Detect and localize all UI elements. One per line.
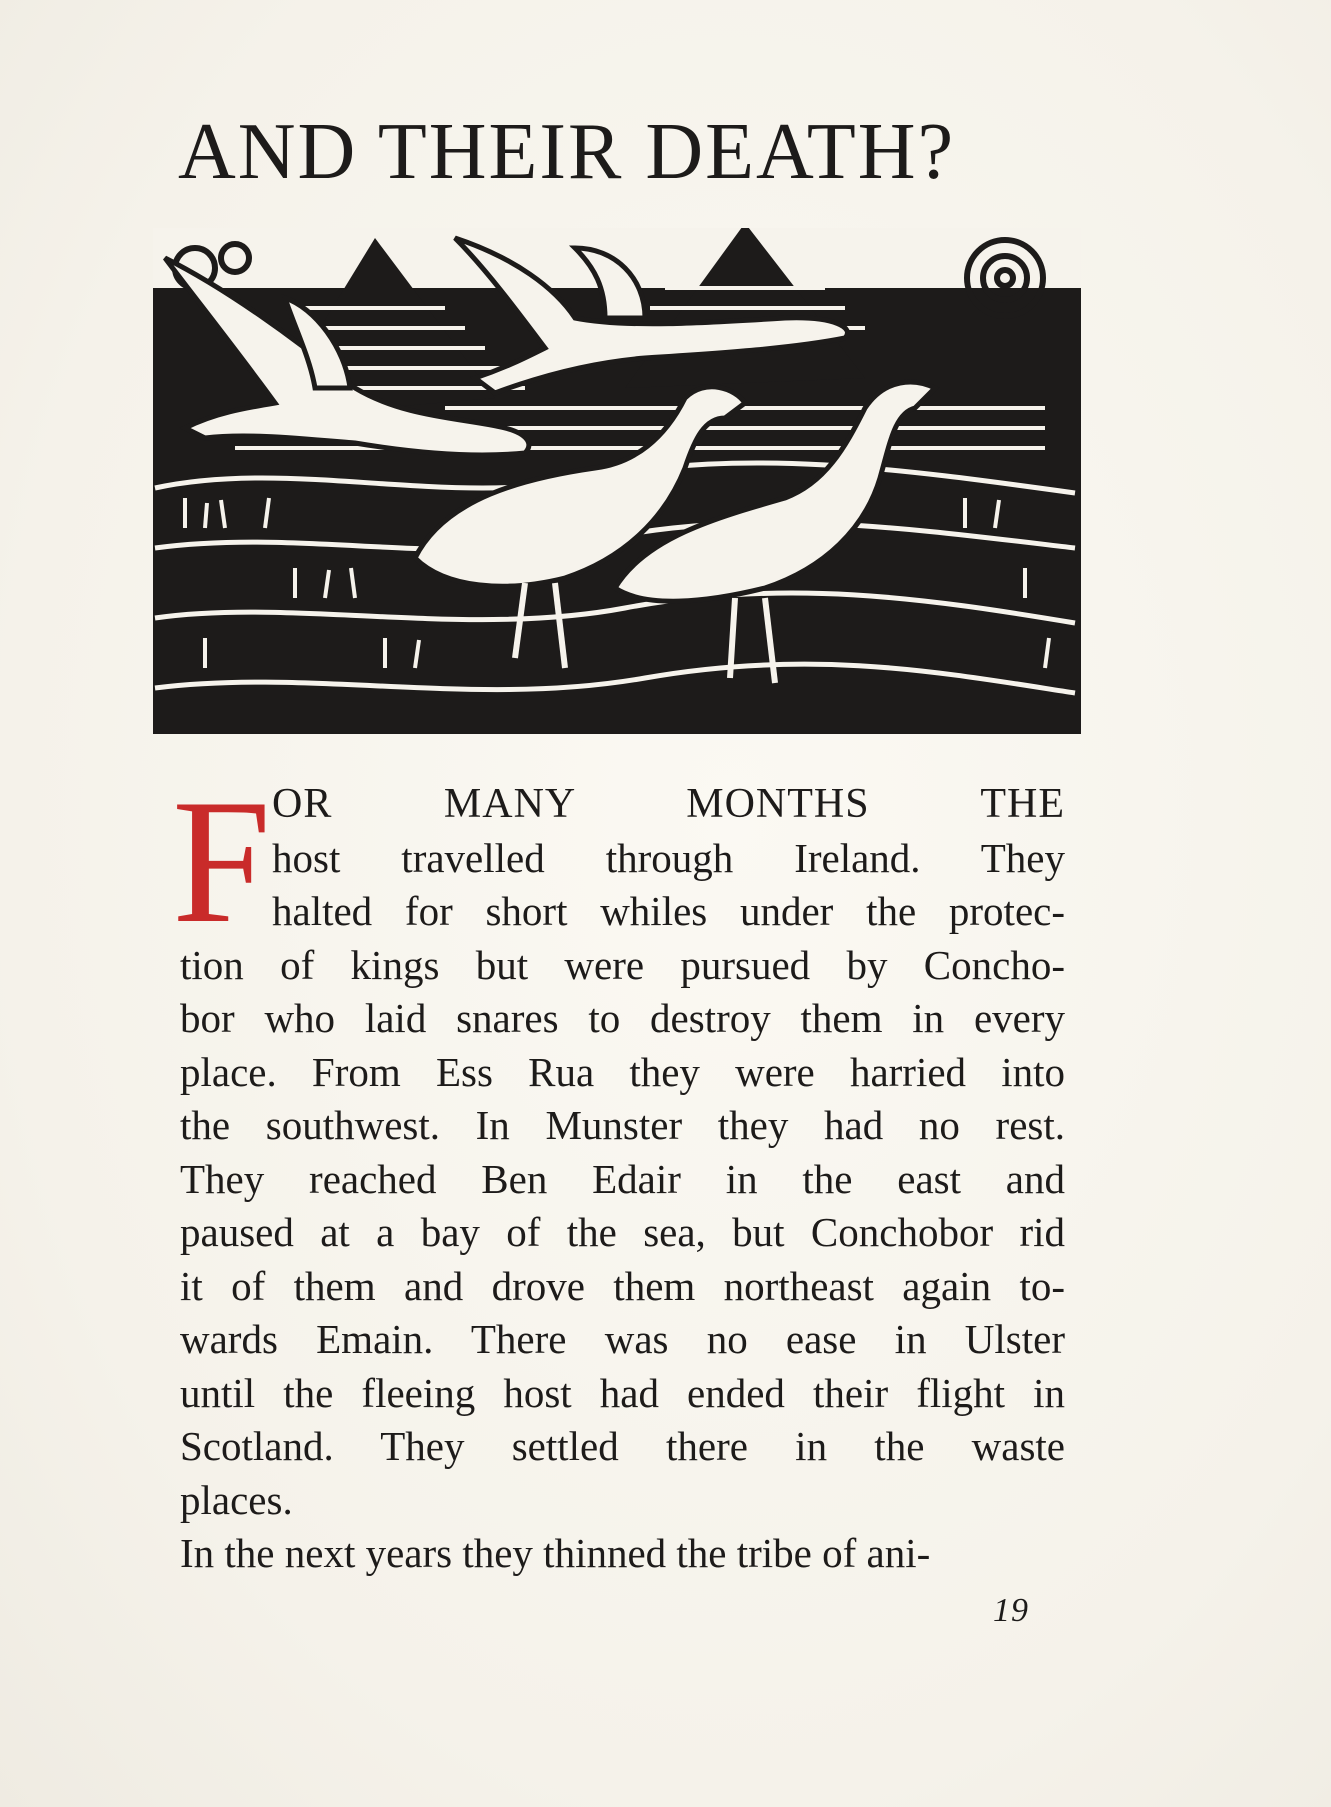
text-line: bor who laid snares to destroy them in every: [180, 995, 1065, 1041]
text-line: wards Emain. There was no ease in Ulster: [180, 1316, 1065, 1362]
chapter-heading: AND THEIR DEATH?: [178, 108, 956, 196]
text-line: paused at a bay of the sea, but Conchobor rid: [180, 1209, 1065, 1255]
text-line: halted for short whiles under the protec-: [272, 888, 1065, 934]
text-line: place. From Ess Rua they were harried into: [180, 1048, 1065, 1095]
text-line: the southwest. In Munster they had no rest.: [180, 1102, 1065, 1148]
text-line: places.: [180, 1476, 293, 1523]
text-line: it of them and drove them northeast again to-: [180, 1262, 1065, 1309]
drop-cap: F: [172, 762, 271, 960]
body-text: [180, 778, 1065, 1581]
text-line: Scotland. They settled there in the waste: [180, 1423, 1065, 1469]
text-line: until the fleeing host had ended their flight in: [180, 1369, 1065, 1416]
text-line: OR MANY MONTHS THE: [272, 781, 1065, 827]
text-line: tion of kings but were pursued by Concho-: [180, 941, 1065, 988]
text-line: They reached Ben Edair in the east and: [180, 1155, 1065, 1202]
text-line: host travelled through Ireland. They: [272, 834, 1065, 881]
page-number: 19: [993, 1592, 1029, 1629]
woodcut-illustration: [145, 228, 1085, 740]
text-line: In the next years they thinned the tribe of ani-: [180, 1530, 931, 1576]
